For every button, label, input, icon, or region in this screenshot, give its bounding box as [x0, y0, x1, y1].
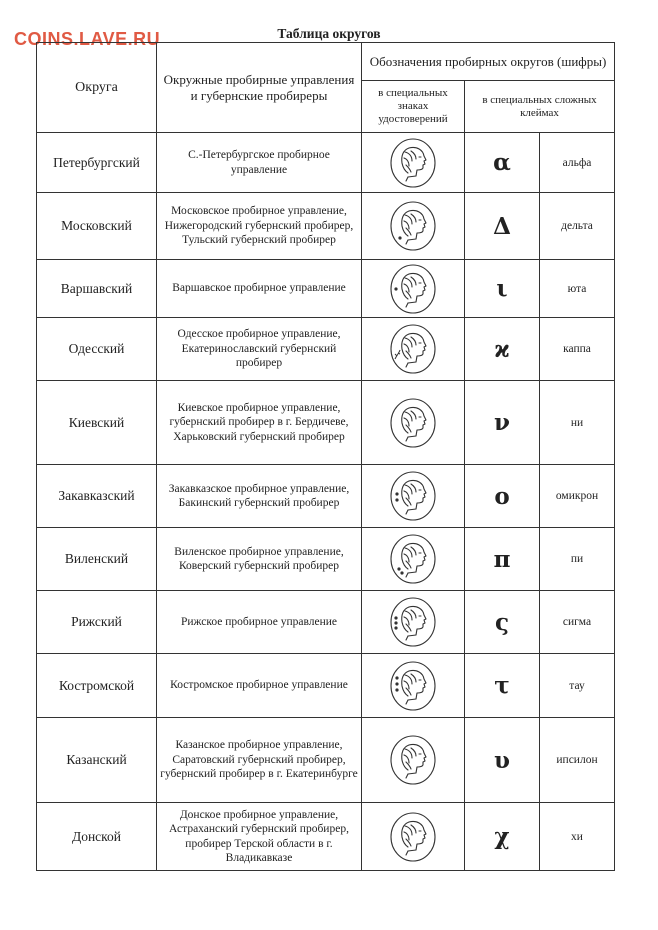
cipher-letter-name: каппа [540, 318, 615, 381]
stamp-cell [362, 193, 465, 260]
profile-head-stamp-icon [387, 200, 439, 252]
cipher-symbol: ν [465, 381, 540, 465]
cipher-letter-name: юта [540, 260, 615, 318]
cipher-letter-name: омикрон [540, 465, 615, 528]
stamp-dot [395, 682, 398, 685]
table-row [37, 318, 615, 381]
upravlenie-text: Костромское пробирное управление [157, 654, 362, 718]
stamp-dot [395, 676, 398, 679]
stamp-cell [362, 318, 465, 381]
upravlenie-text: Закавказское пробирное управление, Бакинский губернский пробирер [157, 465, 362, 528]
cipher-letter-name: тау [540, 654, 615, 718]
table-row [37, 528, 615, 591]
assay-districts-table [36, 42, 615, 871]
cipher-letter-name: ни [540, 381, 615, 465]
okrug-name: Виленский [37, 528, 157, 591]
upravlenie-text: Киевское пробирное управление, губернский пробирер в г. Бердичеве, Харьковский губернский пробирер [157, 381, 362, 465]
cipher-symbol: ι [465, 260, 540, 318]
okrug-name: Казанский [37, 718, 157, 803]
stamp-dot [394, 626, 397, 629]
stamp-cell [362, 803, 465, 871]
profile-head-stamp-icon [387, 470, 439, 522]
stamp-dot [394, 616, 397, 619]
header-upravleniya: Окружные пробирные управления и губернские пробиреры [157, 43, 362, 133]
table-row [37, 381, 615, 465]
table-row [37, 654, 615, 718]
cipher-symbol: ϰ [465, 318, 540, 381]
stamp-dot [395, 688, 398, 691]
cipher-letter-name: хи [540, 803, 615, 871]
stamp-dot [397, 567, 400, 570]
profile-head-stamp-icon [387, 323, 439, 375]
header-v-kleimah: в специальных сложных клеймах [465, 81, 615, 133]
upravlenie-text: С.-Петербургское пробирное управление [157, 133, 362, 193]
profile-head-stamp-icon [387, 660, 439, 712]
table-row [37, 465, 615, 528]
table-row [37, 193, 615, 260]
stamp-cell [362, 465, 465, 528]
cipher-symbol: π [465, 528, 540, 591]
profile-head-stamp-icon [387, 596, 439, 648]
table-row [37, 591, 615, 654]
cipher-letter-name: альфа [540, 133, 615, 193]
okrug-name: Донской [37, 803, 157, 871]
okrug-name: Закавказский [37, 465, 157, 528]
stamp-dot [400, 571, 403, 574]
upravlenie-text: Одесское пробирное управление, Екатеринославский губернский пробирер [157, 318, 362, 381]
profile-head-stamp-icon [387, 263, 439, 315]
okrug-name: Киевский [37, 381, 157, 465]
cipher-symbol: α [465, 133, 540, 193]
profile-head-stamp-icon [387, 533, 439, 585]
upravlenie-text: Виленское пробирное управление, Коверский губернский пробирер [157, 528, 362, 591]
header-oboznacheniya: Обозначения пробирных округов (шифры) [362, 43, 615, 81]
okrug-name: Одесский [37, 318, 157, 381]
cipher-symbol: ο [465, 465, 540, 528]
stamp-cell [362, 381, 465, 465]
stamp-dot [394, 621, 397, 624]
cipher-letter-name: ипсилон [540, 718, 615, 803]
header-v-znakah: в специальных знаках удостоверений [362, 81, 465, 133]
stamp-dot [394, 287, 397, 290]
table-row [37, 718, 615, 803]
stamp-cell [362, 718, 465, 803]
stamp-cell [362, 260, 465, 318]
stamp-cell [362, 528, 465, 591]
stamp-dot [395, 492, 398, 495]
cipher-letter-name: дельта [540, 193, 615, 260]
table-row [37, 133, 615, 193]
profile-head-stamp-icon [387, 137, 439, 189]
stamp-cell [362, 591, 465, 654]
cipher-symbol: ς [465, 591, 540, 654]
cipher-letter-name: сигма [540, 591, 615, 654]
okrug-name: Петербургский [37, 133, 157, 193]
stamp-sprig-mark [395, 350, 400, 359]
profile-head-stamp-icon [387, 811, 439, 863]
okrug-name: Костромской [37, 654, 157, 718]
cipher-symbol: Δ [465, 193, 540, 260]
profile-head-stamp-icon [387, 734, 439, 786]
stamp-cell [362, 133, 465, 193]
upravlenie-text: Донское пробирное управление, Астраханский губернский пробирер, пробирер Терской области в г. Владикавказе [157, 803, 362, 871]
upravlenie-text: Варшавское пробирное управление [157, 260, 362, 318]
stamp-cell [362, 654, 465, 718]
cipher-letter-name: пи [540, 528, 615, 591]
table-title: Таблица округов [277, 26, 381, 41]
cipher-symbol: χ [465, 803, 540, 871]
header-okruga: Округа [37, 43, 157, 133]
okrug-name: Московский [37, 193, 157, 260]
okrug-name: Рижский [37, 591, 157, 654]
cipher-symbol: υ [465, 718, 540, 803]
okrug-name: Варшавский [37, 260, 157, 318]
upravlenie-text: Казанское пробирное управление, Саратовский губернский пробирер, губернский пробирер в г. Екатеринбурге [157, 718, 362, 803]
profile-head-stamp-icon [387, 397, 439, 449]
site-watermark: COINS.LAVE.RU [14, 29, 161, 49]
table-row [37, 803, 615, 871]
stamp-dot [395, 498, 398, 501]
upravlenie-text: Московское пробирное управление, Нижегородский губернский пробирер, Тульский губернский пробирер [157, 193, 362, 260]
stamp-dot [398, 236, 401, 239]
table-row [37, 260, 615, 318]
upravlenie-text: Рижское пробирное управление [157, 591, 362, 654]
cipher-symbol: τ [465, 654, 540, 718]
